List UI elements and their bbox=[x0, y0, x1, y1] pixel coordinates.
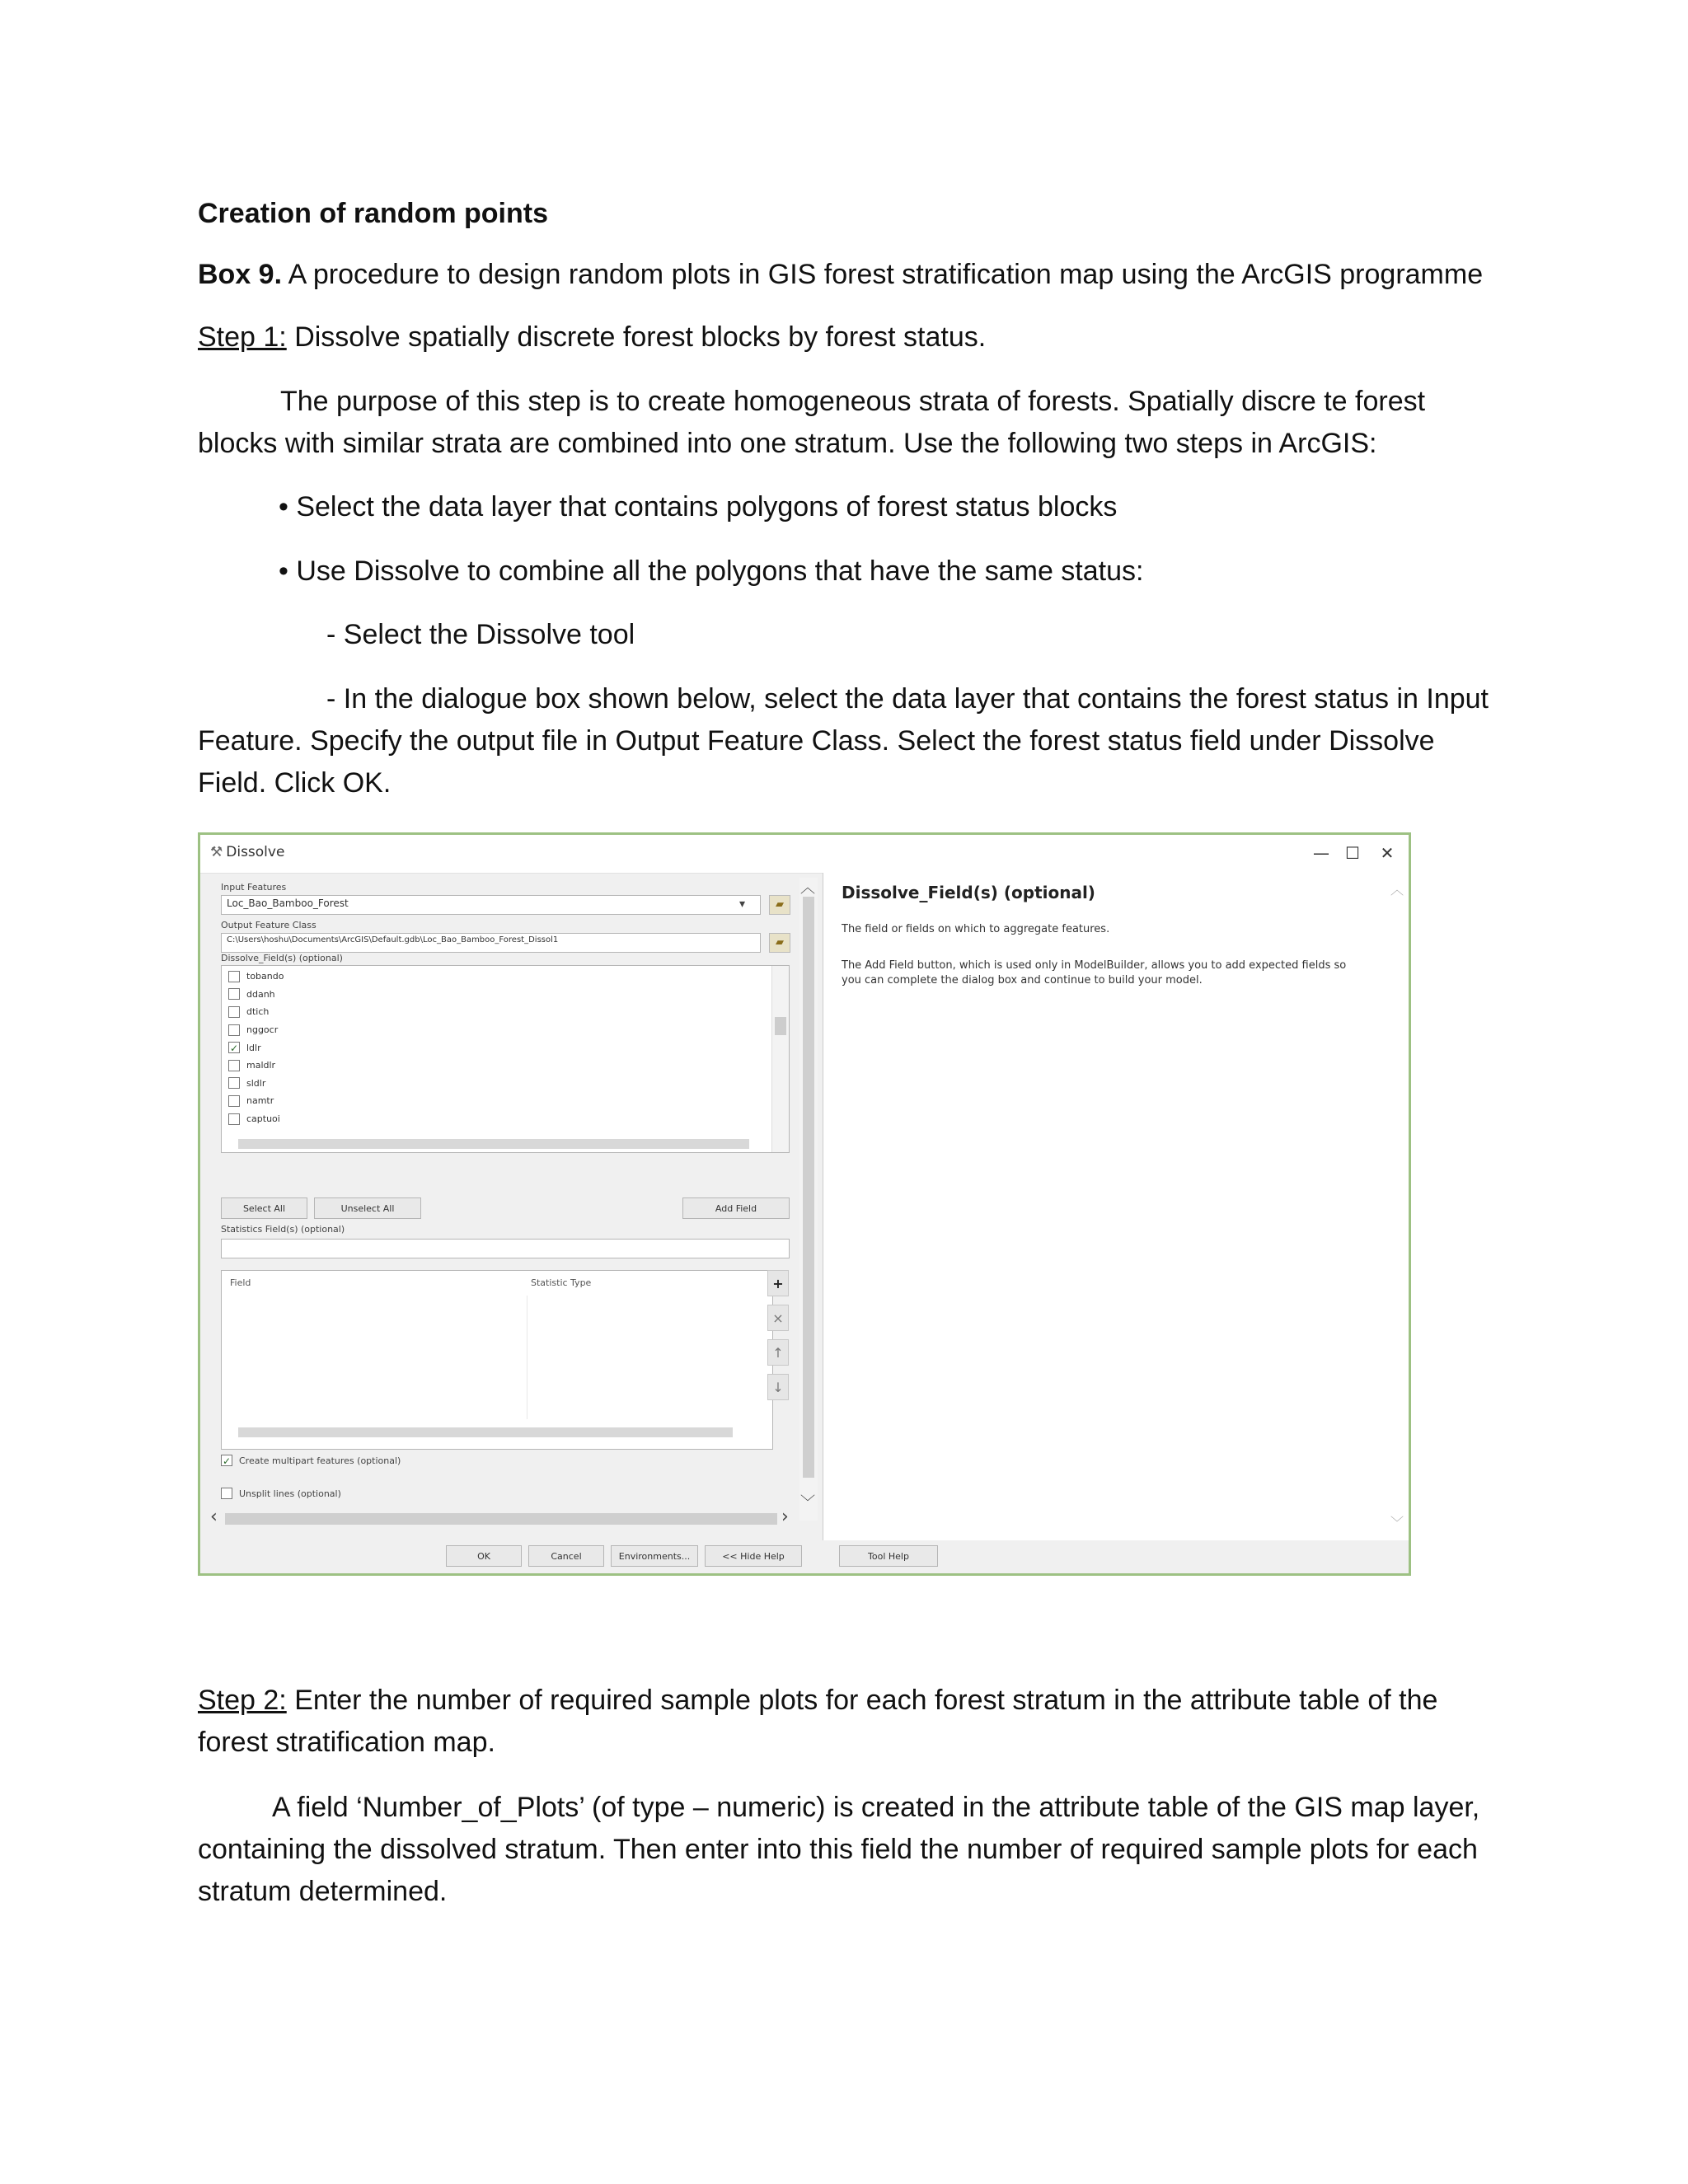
field-checkbox[interactable] bbox=[228, 1095, 240, 1107]
field-checkbox[interactable] bbox=[228, 971, 240, 982]
bullet-1: • Select the data layer that contains polygons of forest status blocks bbox=[279, 491, 1118, 523]
move-up-icon[interactable]: ↑ bbox=[767, 1339, 789, 1366]
field-checkbox[interactable]: ✓ bbox=[229, 1043, 239, 1055]
help-text-1: The field or fields on which to aggregate features. bbox=[842, 923, 1110, 935]
field-list-item[interactable] bbox=[222, 1092, 766, 1110]
list-horizontal-scrollbar[interactable] bbox=[238, 1139, 749, 1149]
ok-button[interactable]: OK bbox=[446, 1545, 522, 1567]
box-caption bbox=[198, 254, 1492, 296]
select-all-button[interactable]: Select All bbox=[221, 1197, 307, 1219]
grid-field-header: Field bbox=[230, 1277, 251, 1288]
open-folder-icon[interactable]: ▰ bbox=[769, 895, 790, 915]
dialog-title bbox=[210, 844, 284, 860]
help-scroll-down-icon[interactable]: ﹀ bbox=[1390, 1515, 1404, 1530]
step2-paragraph bbox=[198, 1680, 1492, 1764]
field-name: sldlr bbox=[246, 1077, 266, 1089]
cancel-button[interactable]: Cancel bbox=[528, 1545, 604, 1567]
dialog-titlebar bbox=[200, 835, 1409, 874]
step1-heading bbox=[198, 316, 1492, 359]
step2-label: Step 2: bbox=[198, 1685, 287, 1716]
close-button[interactable]: ✕ bbox=[1380, 843, 1395, 863]
section-heading: Creation of random points bbox=[198, 198, 548, 229]
dissolve-dialog bbox=[198, 832, 1411, 1576]
field-name: namtr bbox=[246, 1095, 274, 1107]
dissolve-fields-label: Dissolve_Field(s) (optional) bbox=[221, 953, 343, 963]
paragraph-1: The purpose of this step is to create homogeneous strata of forests. Spatially discre te forest blocks with similar strata are combined into one stratum. Use the following two steps in ArcGIS: bbox=[198, 386, 1426, 459]
unselect-all-button[interactable]: Unselect All bbox=[314, 1197, 421, 1219]
scroll-right-icon[interactable]: › bbox=[781, 1507, 789, 1527]
field-name: captuoi bbox=[246, 1113, 280, 1125]
form-horizontal-scrollbar[interactable] bbox=[225, 1513, 777, 1525]
stats-fields-dropdown[interactable] bbox=[221, 1239, 790, 1258]
unsplit-checkbox-row[interactable] bbox=[221, 1488, 341, 1499]
help-text-2: The Add Field button, which is used only in ModelBuilder, allows you to add expected fields so you can complete the dialog box and continue to build your model. bbox=[842, 959, 1347, 987]
output-class-label: Output Feature Class bbox=[221, 920, 316, 930]
add-row-icon[interactable]: + bbox=[767, 1270, 789, 1296]
stats-fields-label: Statistics Field(s) (optional) bbox=[221, 1224, 345, 1235]
field-list-item[interactable] bbox=[222, 1110, 766, 1128]
list-vertical-scrollbar[interactable] bbox=[771, 966, 789, 1152]
field-name: ldlr bbox=[246, 1042, 261, 1053]
field-list-item[interactable] bbox=[222, 1057, 766, 1075]
field-checkbox[interactable] bbox=[228, 1060, 240, 1071]
dropdown-arrow-icon[interactable]: ▾ bbox=[739, 898, 746, 911]
add-field-button[interactable]: Add Field bbox=[682, 1197, 790, 1219]
field-name: maldlr bbox=[246, 1060, 276, 1071]
field-checkbox[interactable] bbox=[228, 1077, 240, 1089]
sub-step-1: - Select the Dissolve tool bbox=[326, 619, 635, 650]
dialog-title-text: Dissolve bbox=[226, 844, 285, 860]
help-scroll-up-icon[interactable]: ︿ bbox=[1390, 882, 1404, 898]
help-pane bbox=[823, 873, 1411, 1540]
field-checkbox[interactable] bbox=[228, 1113, 240, 1125]
field-name: ddanh bbox=[246, 988, 275, 1000]
field-list-item[interactable] bbox=[222, 968, 766, 986]
hide-help-button[interactable]: << Hide Help bbox=[705, 1545, 802, 1567]
field-list-item[interactable] bbox=[222, 1021, 766, 1039]
field-name: dtich bbox=[246, 1006, 270, 1018]
environments-button[interactable]: Environments... bbox=[611, 1545, 698, 1567]
hammer-icon: ⚒ bbox=[210, 844, 223, 860]
field-list-item[interactable] bbox=[222, 1038, 766, 1057]
bullet-2: • Use Dissolve to combine all the polygons that have the same status: bbox=[279, 555, 1144, 587]
field-checkbox[interactable] bbox=[228, 988, 240, 1000]
grid-horizontal-scrollbar[interactable] bbox=[238, 1427, 733, 1437]
field-list-item[interactable] bbox=[222, 1075, 766, 1093]
box-text: A procedure to design random plots in GIS forest stratification map using the ArcGIS programme bbox=[282, 259, 1484, 290]
step1-text: Dissolve spatially discrete forest blocks by forest status. bbox=[286, 321, 987, 353]
multipart-label: Create multipart features (optional) bbox=[239, 1455, 401, 1466]
unsplit-label: Unsplit lines (optional) bbox=[239, 1488, 341, 1499]
grid-stat-header: Statistic Type bbox=[531, 1277, 592, 1288]
browse-folder-icon[interactable]: ▰ bbox=[769, 933, 790, 953]
output-class-field[interactable]: C:\Users\hoshu\Documents\ArcGIS\Default.gdb\Loc_Bao_Bamboo_Forest_Dissol1 bbox=[221, 933, 761, 953]
field-list-item[interactable] bbox=[222, 986, 766, 1004]
minimize-button[interactable]: — bbox=[1313, 843, 1329, 863]
move-down-icon[interactable]: ↓ bbox=[767, 1374, 789, 1400]
sub-step-2: - In the dialogue box shown below, select the data layer that contains the forest status in Input Feature. Specify the output file in Output Feature Class. Select the forest status field under Dissolve Field. Click OK. bbox=[198, 683, 1489, 799]
maximize-button[interactable]: ☐ bbox=[1345, 843, 1360, 863]
step1-label: Step 1: bbox=[198, 321, 287, 353]
scroll-up-icon[interactable]: ︿ bbox=[800, 879, 815, 897]
field-checkbox[interactable] bbox=[228, 1006, 240, 1018]
unsplit-checkbox[interactable] bbox=[221, 1488, 232, 1499]
input-features-label: Input Features bbox=[221, 882, 287, 893]
delete-row-icon[interactable]: × bbox=[767, 1305, 789, 1331]
help-title: Dissolve_Field(s) (optional) bbox=[842, 883, 1095, 902]
input-features-field[interactable]: Loc_Bao_Bamboo_Forest bbox=[221, 895, 761, 915]
field-checkbox[interactable] bbox=[228, 1024, 240, 1036]
paragraph-2: A field ‘Number_of_Plots’ (of type – numeric) is created in the attribute table of the GIS map layer, containing the dissolved stratum. Then enter into this field the number of required sample plots for each stratum determined. bbox=[198, 1792, 1480, 1907]
field-list-item[interactable] bbox=[222, 1003, 766, 1021]
step2-text: Enter the number of required sample plots for each forest stratum in the attribute table of the forest stratification map. bbox=[198, 1685, 1438, 1758]
statistics-grid[interactable] bbox=[221, 1270, 773, 1450]
tool-help-button[interactable]: Tool Help bbox=[839, 1545, 938, 1567]
multipart-checkbox[interactable]: ✓ bbox=[222, 1455, 232, 1467]
box-label: Box 9. bbox=[198, 259, 283, 290]
scroll-down-icon[interactable]: ﹀ bbox=[800, 1494, 815, 1511]
scroll-left-icon[interactable]: ‹ bbox=[210, 1507, 218, 1527]
multipart-checkbox-row[interactable] bbox=[221, 1455, 401, 1466]
field-name: nggocr bbox=[246, 1024, 279, 1036]
field-name: tobando bbox=[246, 971, 284, 982]
dissolve-fields-list[interactable] bbox=[221, 965, 790, 1153]
